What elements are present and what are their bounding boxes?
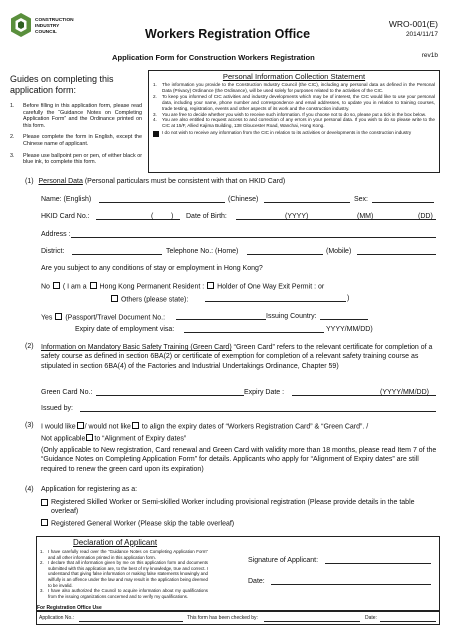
hkid-label: HKID Card No.: [41,213,90,220]
others-row: Others (please state): [110,295,188,305]
general-worker-option: Registered General Worker (Please skip the table overleaf) [41,519,234,529]
declaration-box [36,536,440,611]
section4-heading: Application for registering as a: [41,486,138,493]
issued-by-label: Issued by: [41,405,73,412]
org-name: CONSTRUCTION INDUSTRY COUNCIL [35,18,74,35]
pics-item: 1. The information you provide to the Construction Industry Council (the CIC), including any personal data as defined in the Personal Data (Privacy) Ordinance (the Ordinance), will be used solely for purposes related to the activities of the CIC. [153,82,435,93]
guides-list [10,103,142,166]
pics-optout: I do not wish to receive any information from the CIC in relation to its activities or developments in the construction industry [149,129,439,136]
declaration-item: 2. I declare that all information given by me on this application form and documents submitted with this application are, to the best of my knowledge, true and correct. I understand that giving false information or making false statements knowingly and wilfully is an offence under the law and may result in the application being deemed to be invalid. [40,560,208,588]
green-card-expiry-format: (YYYY/MM/DD) [380,389,429,396]
form-date: 2014/11/17 [405,31,438,38]
declaration-date-label: Date: [248,578,265,585]
yes-row: Yes (Passport/Travel Document No.: [41,314,166,322]
address-field[interactable] [71,237,436,238]
others-checkbox[interactable] [111,295,118,302]
no-checkbox[interactable] [53,282,60,289]
section4-num: (4) [25,486,34,493]
others-close-paren: ) [347,295,350,302]
section1-heading: (1) Personal Data (Personal particulars must be consistent with that on HKID Card) [25,178,286,185]
would-not-like-checkbox[interactable] [132,422,139,429]
issuing-country-field[interactable] [320,319,368,320]
general-worker-checkbox[interactable] [41,519,48,526]
align-line-1: I would like / would not like to align the expiry dates of “Workers Registration Card” & “Green Card”. / [41,423,369,431]
pics-title: Personal Information Collection Statement [222,72,366,81]
guide-item: 1. Before filling in this application form, please read carefully the “Guidance Notes on Completing Application Form” and the Ordinance printed on this form. [10,103,142,129]
form-subtitle: Application Form for Construction Workers Registration [112,53,315,62]
skilled-worker-option: Registered Skilled Worker or Semi-skilled Worker including provisional registration (Please provide details in the table overleaf) [41,498,439,517]
name-english-label: Name: (English) [41,196,92,203]
guide-item: 2. Please complete the form in English, except the Chinese name of applicant. [10,134,142,147]
office-date-label: Date: [365,615,377,621]
sex-label: Sex: [354,196,369,203]
dob-yyyy: (YYYY) [285,213,309,220]
section2-num: (2) [25,343,34,350]
green-card-field[interactable] [96,395,244,396]
signature-label: Signature of Applicant: [248,557,319,564]
skilled-worker-checkbox[interactable] [41,499,48,506]
expiry-visa-label: Expiry date of employment visa: [75,326,175,333]
expiry-visa-field[interactable] [184,332,324,333]
stay-question: Are you subject to any conditions of stay or employment in Hong Kong? [41,265,263,272]
optout-checkbox[interactable] [153,131,159,137]
dob-label: Date of Birth: [186,213,227,220]
district-field[interactable] [72,254,162,255]
pics-box [148,70,440,173]
address-label: Address : [41,231,71,238]
tel-home-field[interactable] [247,254,323,255]
application-no-label: Application No.: [39,615,75,621]
yes-checkbox[interactable] [55,313,62,320]
declaration-list [40,549,208,599]
cic-logo [10,12,32,38]
district-label: District: [41,248,65,255]
pics-item: 2. To keep you informed of CIC activities and industry developments which may be of interest, the CIC would like to use your personal data, including your name, phone number and correspondence and email addresses, to update you in relation to training courses, trade testing, registration, events and other aspects of its work and the construction industry. [153,93,435,111]
sex-field[interactable] [372,202,434,203]
office-date-field[interactable] [380,621,436,622]
form-title: Workers Registration Office [145,27,311,41]
signature-field[interactable] [325,563,431,564]
pics-item: 4. You are also entitled to request access to and correction of any errors in your personal data. If you wish to do so please write to the CIC at 15/F, Allied Kajima Building, 138 Gloucester Road, Wanchai, Hong Kong. [153,117,435,129]
hkid-check-open: ( [151,213,154,220]
align-note: (Only applicable to New registration, Card renewal and Green Card with validity more than 18 months, please read Item 7 of the “Guidance Notes on Completing Application Form” for details. Applicants who apply for “Alignment of Expiry dates” are still required to renew the green card upon its expiration) [41,447,437,473]
section3-num: (3) [25,422,34,429]
declaration-title: Declaration of Applicant [73,538,158,547]
guides-title: Guides on completing this application form: [10,74,114,95]
office-use-box [36,611,440,625]
others-field[interactable] [205,301,346,302]
align-line-2: Not applicable to “Alignment of Expiry dates” [41,435,187,443]
office-use-title: For Registration Office Use [37,605,102,611]
name-chinese-field[interactable] [264,202,350,203]
green-card-expiry-label: Expiry Date : [244,389,285,396]
tel-home-label: Telephone No.: (Home) [166,248,239,255]
pics-list [149,81,439,129]
expiry-visa-format: YYYY/MM/DD) [326,326,373,333]
dob-field[interactable] [236,219,436,220]
dob-mm: (MM) [357,213,374,220]
form-rev: rev1b [421,52,438,59]
permanent-resident-checkbox[interactable] [90,282,97,289]
would-like-checkbox[interactable] [77,422,84,429]
declaration-item: 3. I have also authorized the Council to acquire information about my qualifications from the issuing organizations concerned and to verify my qualifications. [40,588,208,599]
passport-field[interactable] [176,319,266,320]
dob-dd: (DD) [418,213,433,220]
mobile-field[interactable] [357,254,436,255]
cic-logo-icon [10,12,32,38]
issued-by-field[interactable] [80,411,436,412]
application-no-field[interactable] [79,621,183,622]
name-english-field[interactable] [99,202,225,203]
mobile-label: (Mobile) [326,248,352,255]
hkid-check-close: ) [171,213,174,220]
name-chinese-label: (Chinese) [228,196,259,203]
declaration-date-field[interactable] [271,584,431,585]
hkid-field[interactable] [96,219,180,220]
declaration-item: 1. I have carefully read over the “Guidance Notes on Completing Application Form” and all other information printed in this application form. [40,549,208,560]
issuing-country-label: Issuing Country: [266,313,317,320]
exit-permit-checkbox[interactable] [207,282,214,289]
not-applicable-checkbox[interactable] [86,434,93,441]
guide-item: 3. Please use ballpoint pen or pen, of either black or blue ink, to complete this form. [10,152,142,166]
checked-by-field[interactable] [264,621,360,622]
no-row: No ( I am a Hong Kong Permanent Resident : Holder of One Way Exit Permit : or [41,283,325,291]
green-card-label: Green Card No.: [41,389,93,396]
form-code: WRO-001(E) [388,19,438,29]
section2-text: Information on Mandatory Basic Safety Training (Green Card) “Green Card” refers to the relevant certificate for completion of a safety course as defined in section 6BA(2) or certificate of exemption for completion of a relevant safety training course as stipulated in section 6BA(4) of the Factories and Industrial Undertakings Ordinance, Chapter 59) [41,344,433,370]
pics-item: 3. You are free to decide whether you wish to receive such information. If you choose not to do so, please put a tick in the box below. [153,111,427,117]
checked-by-label: This form has been checked by: [187,615,258,621]
